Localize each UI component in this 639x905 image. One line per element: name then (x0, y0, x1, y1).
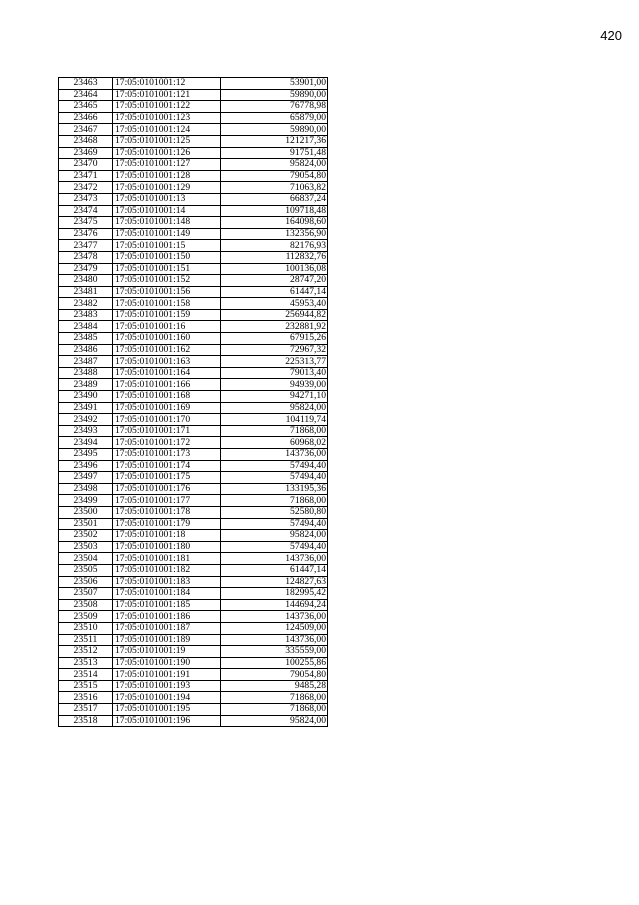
value-cell: 112832,76 (221, 251, 328, 263)
row-number-cell: 23495 (59, 449, 113, 461)
table-row (59, 680, 328, 692)
cadastral-number-cell: 17:05:0101001:156 (113, 286, 221, 298)
row-number-cell: 23489 (59, 379, 113, 391)
row-number-cell: 23515 (59, 680, 113, 692)
value-cell: 143736,00 (221, 611, 328, 623)
cadastral-number-cell: 17:05:0101001:151 (113, 263, 221, 275)
cadastral-number-cell: 17:05:0101001:190 (113, 657, 221, 669)
table-row (59, 333, 328, 345)
value-cell: 71868,00 (221, 692, 328, 704)
table-row (59, 715, 328, 727)
table-row (59, 240, 328, 252)
cadastral-number-cell: 17:05:0101001:152 (113, 275, 221, 287)
value-cell: 59890,00 (221, 124, 328, 136)
value-cell: 82176,93 (221, 240, 328, 252)
value-cell: 109718,48 (221, 205, 328, 217)
cadastral-number-cell: 17:05:0101001:164 (113, 367, 221, 379)
cadastral-number-cell: 17:05:0101001:169 (113, 402, 221, 414)
row-number-cell: 23492 (59, 414, 113, 426)
table-row (59, 506, 328, 518)
cadastral-number-cell: 17:05:0101001:187 (113, 622, 221, 634)
cadastral-number-cell: 17:05:0101001:15 (113, 240, 221, 252)
cadastral-number-cell: 17:05:0101001:182 (113, 564, 221, 576)
value-cell: 57494,40 (221, 518, 328, 530)
table-row (59, 78, 328, 90)
row-number-cell: 23471 (59, 170, 113, 182)
row-number-cell: 23480 (59, 275, 113, 287)
row-number-cell: 23477 (59, 240, 113, 252)
cadastral-number-cell: 17:05:0101001:186 (113, 611, 221, 623)
table-row (59, 657, 328, 669)
value-cell: 45953,40 (221, 298, 328, 310)
row-number-cell: 23518 (59, 715, 113, 727)
cadastral-number-cell: 17:05:0101001:173 (113, 449, 221, 461)
row-number-cell: 23478 (59, 251, 113, 263)
table-row (59, 193, 328, 205)
value-cell: 79054,80 (221, 170, 328, 182)
cadastral-number-cell: 17:05:0101001:148 (113, 217, 221, 229)
cadastral-number-cell: 17:05:0101001:13 (113, 193, 221, 205)
cadastral-number-cell: 17:05:0101001:181 (113, 553, 221, 565)
cadastral-number-cell: 17:05:0101001:163 (113, 356, 221, 368)
row-number-cell: 23484 (59, 321, 113, 333)
table-row (59, 217, 328, 229)
row-number-cell: 23504 (59, 553, 113, 565)
table-row (59, 356, 328, 368)
table-row (59, 414, 328, 426)
value-cell: 52580,80 (221, 506, 328, 518)
value-cell: 164098,60 (221, 217, 328, 229)
cadastral-number-cell: 17:05:0101001:122 (113, 101, 221, 113)
row-number-cell: 23468 (59, 135, 113, 147)
table-row (59, 553, 328, 565)
cadastral-number-cell: 17:05:0101001:160 (113, 333, 221, 345)
value-cell: 182995,42 (221, 588, 328, 600)
value-cell: 72967,32 (221, 344, 328, 356)
value-cell: 79054,80 (221, 669, 328, 681)
table-row (59, 530, 328, 542)
value-cell: 60968,02 (221, 437, 328, 449)
row-number-cell: 23485 (59, 333, 113, 345)
row-number-cell: 23466 (59, 112, 113, 124)
row-number-cell: 23463 (59, 78, 113, 90)
value-cell: 28747,20 (221, 275, 328, 287)
row-number-cell: 23481 (59, 286, 113, 298)
cadastral-number-cell: 17:05:0101001:189 (113, 634, 221, 646)
table-row (59, 391, 328, 403)
table-row (59, 367, 328, 379)
value-cell: 143736,00 (221, 634, 328, 646)
row-number-cell: 23474 (59, 205, 113, 217)
row-number-cell: 23487 (59, 356, 113, 368)
row-number-cell: 23496 (59, 460, 113, 472)
table-row (59, 159, 328, 171)
value-cell: 143736,00 (221, 553, 328, 565)
value-cell: 124827,63 (221, 576, 328, 588)
cadastral-number-cell: 17:05:0101001:174 (113, 460, 221, 472)
cadastral-number-cell: 17:05:0101001:19 (113, 646, 221, 658)
table-row (59, 704, 328, 716)
row-number-cell: 23507 (59, 588, 113, 600)
value-cell: 95824,00 (221, 530, 328, 542)
row-number-cell: 23482 (59, 298, 113, 310)
table-row (59, 622, 328, 634)
row-number-cell: 23465 (59, 101, 113, 113)
table-row (59, 101, 328, 113)
cadastral-number-cell: 17:05:0101001:127 (113, 159, 221, 171)
value-cell: 57494,40 (221, 460, 328, 472)
row-number-cell: 23517 (59, 704, 113, 716)
table-row (59, 286, 328, 298)
cadastral-number-cell: 17:05:0101001:150 (113, 251, 221, 263)
value-cell: 71868,00 (221, 495, 328, 507)
row-number-cell: 23511 (59, 634, 113, 646)
row-number-cell: 23513 (59, 657, 113, 669)
cadastral-number-cell: 17:05:0101001:166 (113, 379, 221, 391)
value-cell: 61447,14 (221, 564, 328, 576)
table-row (59, 518, 328, 530)
row-number-cell: 23497 (59, 472, 113, 484)
value-cell: 65879,00 (221, 112, 328, 124)
row-number-cell: 23479 (59, 263, 113, 275)
cadastral-number-cell: 17:05:0101001:14 (113, 205, 221, 217)
row-number-cell: 23470 (59, 159, 113, 171)
cadastral-number-cell: 17:05:0101001:175 (113, 472, 221, 484)
table-row (59, 263, 328, 275)
table-row (59, 124, 328, 136)
value-cell: 143736,00 (221, 449, 328, 461)
cadastral-number-cell: 17:05:0101001:168 (113, 391, 221, 403)
value-cell: 225313,77 (221, 356, 328, 368)
value-cell: 94939,00 (221, 379, 328, 391)
table-row (59, 182, 328, 194)
row-number-cell: 23505 (59, 564, 113, 576)
cadastral-value-table (58, 77, 328, 727)
table-row (59, 599, 328, 611)
cadastral-number-cell: 17:05:0101001:180 (113, 541, 221, 553)
table-row (59, 170, 328, 182)
table-row (59, 472, 328, 484)
value-cell: 79013,40 (221, 367, 328, 379)
cadastral-number-cell: 17:05:0101001:128 (113, 170, 221, 182)
value-cell: 232881,92 (221, 321, 328, 333)
value-cell: 95824,00 (221, 159, 328, 171)
table-row (59, 228, 328, 240)
value-cell: 124509,00 (221, 622, 328, 634)
table-row (59, 646, 328, 658)
table-row (59, 692, 328, 704)
cadastral-number-cell: 17:05:0101001:162 (113, 344, 221, 356)
cadastral-number-cell: 17:05:0101001:170 (113, 414, 221, 426)
cadastral-number-cell: 17:05:0101001:16 (113, 321, 221, 333)
table-row (59, 564, 328, 576)
row-number-cell: 23475 (59, 217, 113, 229)
cadastral-number-cell: 17:05:0101001:125 (113, 135, 221, 147)
cadastral-number-cell: 17:05:0101001:121 (113, 89, 221, 101)
row-number-cell: 23486 (59, 344, 113, 356)
row-number-cell: 23512 (59, 646, 113, 658)
cadastral-number-cell: 17:05:0101001:149 (113, 228, 221, 240)
value-cell: 256944,82 (221, 309, 328, 321)
cadastral-number-cell: 17:05:0101001:195 (113, 704, 221, 716)
value-cell: 133195,36 (221, 483, 328, 495)
value-cell: 59890,00 (221, 89, 328, 101)
table-row (59, 495, 328, 507)
table-row (59, 634, 328, 646)
table-row (59, 576, 328, 588)
cadastral-number-cell: 17:05:0101001:177 (113, 495, 221, 507)
row-number-cell: 23502 (59, 530, 113, 542)
row-number-cell: 23490 (59, 391, 113, 403)
cadastral-number-cell: 17:05:0101001:159 (113, 309, 221, 321)
table-row (59, 483, 328, 495)
table-row (59, 89, 328, 101)
row-number-cell: 23473 (59, 193, 113, 205)
table-row (59, 275, 328, 287)
cadastral-number-cell: 17:05:0101001:172 (113, 437, 221, 449)
table-row (59, 425, 328, 437)
value-cell: 144694,24 (221, 599, 328, 611)
table-row (59, 460, 328, 472)
table-body (59, 78, 328, 727)
value-cell: 61447,14 (221, 286, 328, 298)
value-cell: 94271,10 (221, 391, 328, 403)
table-row (59, 321, 328, 333)
row-number-cell: 23483 (59, 309, 113, 321)
page-number: 420 (600, 28, 622, 43)
row-number-cell: 23499 (59, 495, 113, 507)
cadastral-number-cell: 17:05:0101001:185 (113, 599, 221, 611)
value-cell: 121217,36 (221, 135, 328, 147)
row-number-cell: 23503 (59, 541, 113, 553)
row-number-cell: 23469 (59, 147, 113, 159)
value-cell: 100136,08 (221, 263, 328, 275)
row-number-cell: 23494 (59, 437, 113, 449)
value-cell: 91751,48 (221, 147, 328, 159)
value-cell: 53901,00 (221, 78, 328, 90)
cadastral-number-cell: 17:05:0101001:126 (113, 147, 221, 159)
row-number-cell: 23514 (59, 669, 113, 681)
cadastral-number-cell: 17:05:0101001:184 (113, 588, 221, 600)
table-row (59, 437, 328, 449)
table-row (59, 147, 328, 159)
table-row (59, 344, 328, 356)
cadastral-number-cell: 17:05:0101001:194 (113, 692, 221, 704)
table-row (59, 449, 328, 461)
table-row (59, 402, 328, 414)
cadastral-number-cell: 17:05:0101001:179 (113, 518, 221, 530)
row-number-cell: 23510 (59, 622, 113, 634)
table-row (59, 541, 328, 553)
value-cell: 95824,00 (221, 715, 328, 727)
row-number-cell: 23498 (59, 483, 113, 495)
table-row (59, 112, 328, 124)
cadastral-number-cell: 17:05:0101001:178 (113, 506, 221, 518)
value-cell: 335559,00 (221, 646, 328, 658)
cadastral-number-cell: 17:05:0101001:12 (113, 78, 221, 90)
value-cell: 95824,00 (221, 402, 328, 414)
table-row (59, 309, 328, 321)
row-number-cell: 23493 (59, 425, 113, 437)
value-cell: 71868,00 (221, 425, 328, 437)
row-number-cell: 23491 (59, 402, 113, 414)
value-cell: 57494,40 (221, 472, 328, 484)
row-number-cell: 23501 (59, 518, 113, 530)
cadastral-number-cell: 17:05:0101001:183 (113, 576, 221, 588)
cadastral-number-cell: 17:05:0101001:124 (113, 124, 221, 136)
cadastral-number-cell: 17:05:0101001:129 (113, 182, 221, 194)
table-row (59, 298, 328, 310)
row-number-cell: 23516 (59, 692, 113, 704)
value-cell: 132356,90 (221, 228, 328, 240)
value-cell: 104119,74 (221, 414, 328, 426)
value-cell: 100255,86 (221, 657, 328, 669)
value-cell: 66837,24 (221, 193, 328, 205)
cadastral-number-cell: 17:05:0101001:123 (113, 112, 221, 124)
cadastral-number-cell: 17:05:0101001:158 (113, 298, 221, 310)
table-row (59, 205, 328, 217)
row-number-cell: 23500 (59, 506, 113, 518)
cadastral-number-cell: 17:05:0101001:18 (113, 530, 221, 542)
table-row (59, 611, 328, 623)
row-number-cell: 23488 (59, 367, 113, 379)
cadastral-number-cell: 17:05:0101001:176 (113, 483, 221, 495)
cadastral-number-cell: 17:05:0101001:196 (113, 715, 221, 727)
value-cell: 57494,40 (221, 541, 328, 553)
table-row (59, 251, 328, 263)
cadastral-number-cell: 17:05:0101001:193 (113, 680, 221, 692)
value-cell: 67915,26 (221, 333, 328, 345)
row-number-cell: 23467 (59, 124, 113, 136)
row-number-cell: 23464 (59, 89, 113, 101)
value-cell: 9485,28 (221, 680, 328, 692)
value-cell: 76778,98 (221, 101, 328, 113)
cadastral-number-cell: 17:05:0101001:191 (113, 669, 221, 681)
row-number-cell: 23476 (59, 228, 113, 240)
row-number-cell: 23509 (59, 611, 113, 623)
value-cell: 71868,00 (221, 704, 328, 716)
table-row (59, 588, 328, 600)
table-row (59, 669, 328, 681)
row-number-cell: 23506 (59, 576, 113, 588)
row-number-cell: 23508 (59, 599, 113, 611)
cadastral-number-cell: 17:05:0101001:171 (113, 425, 221, 437)
value-cell: 71063,82 (221, 182, 328, 194)
row-number-cell: 23472 (59, 182, 113, 194)
table-row (59, 379, 328, 391)
table-row (59, 135, 328, 147)
